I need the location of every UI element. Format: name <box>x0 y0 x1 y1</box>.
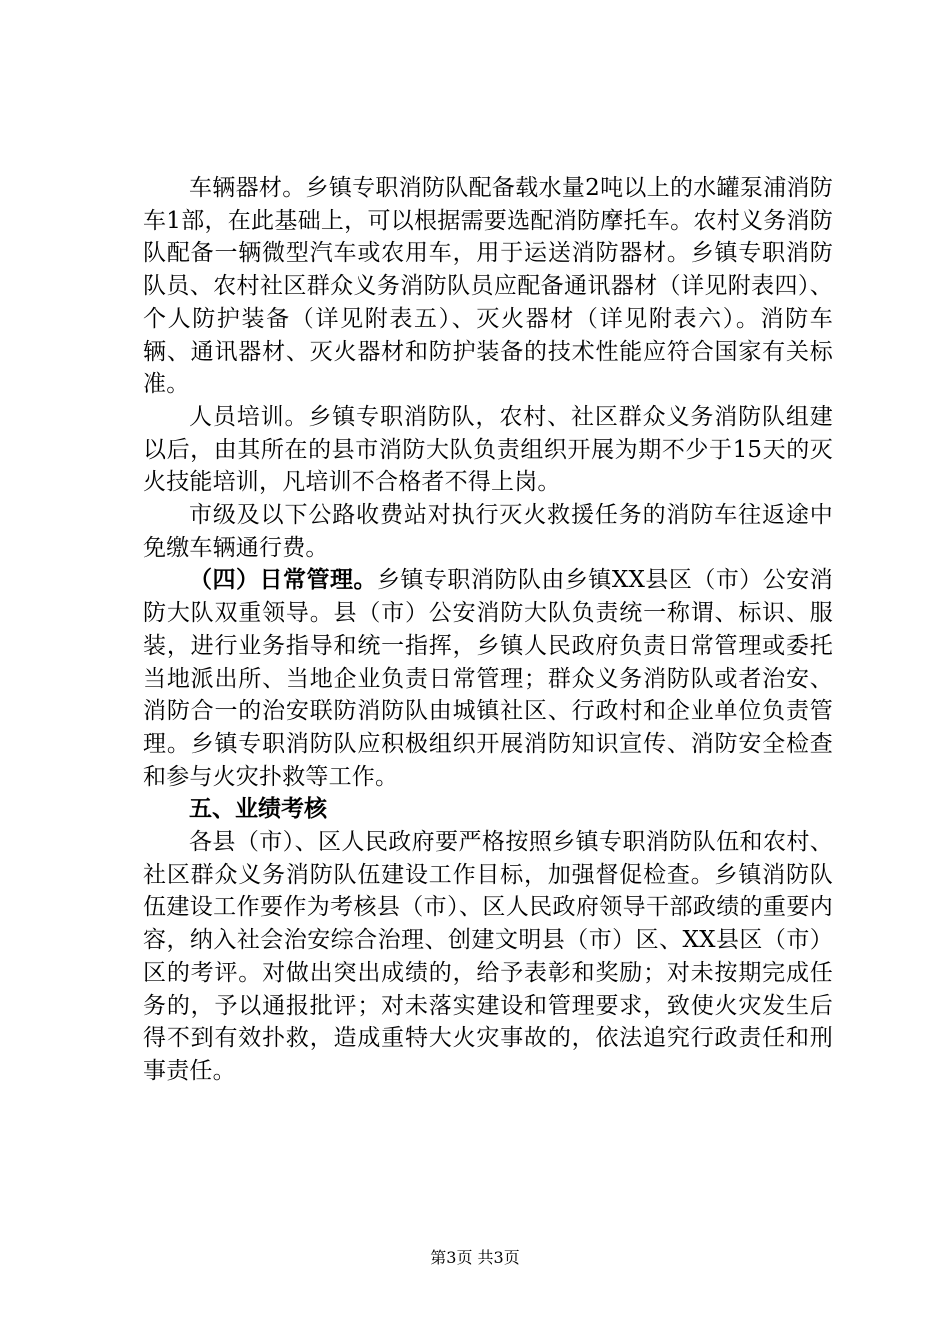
page-number: 第3页 共3页 <box>430 1248 520 1267</box>
paragraph-vehicle-equipment <box>143 172 833 401</box>
paragraph-text: 各县（市）、区人民政府要严格按照乡镇专职消防队伍和农村、社区群众义务消防队伍建设工作目标，加强督促检查。乡镇消防队伍建设工作要作为考核县（市）、区人民政府领导干部政绩的重要内容，纳入社会治安综合治理、创建文明县（市）区、XX县区（市）区的考评。对做出突出成绩的，给予表彰和奖励；对未按期完成任务的，予以通报批评；对未落实建设和管理要求，致使火灾发生后得不到有效扑救，造成重特大火灾事故的，依法追究行政责任和刑事责任。 <box>143 829 833 1084</box>
page-footer <box>0 1245 950 1268</box>
paragraph-text: 乡镇专职消防队由乡镇XX县区（市）公安消防大队双重领导。县（市）公安消防大队负责统一称谓、标识、服装，进行业务指导和统一指挥，乡镇人民政府负责日常管理或委托当地派出所、当地企业负责日常管理；群众义务消防队或者治安、消防合一的治安联防消防队由城镇社区、行政村和企业单位负责管理。乡镇专职消防队应积极组织开展消防知识宣传、消防安全检查和参与火灾扑救等工作。 <box>143 567 833 790</box>
paragraph-personnel-training <box>143 401 833 499</box>
paragraph-performance-assessment <box>143 826 833 1088</box>
paragraph-daily-management <box>143 564 833 793</box>
section-heading: 五、业绩考核 <box>189 796 327 823</box>
paragraph-text: 车辆器材。乡镇专职消防队配备载水量2吨以上的水罐泵浦消防车1部，在此基础上，可以根据需要选配消防摩托车。农村义务消防队配备一辆微型汽车或农用车，用于运送消防器材。乡镇专职消防队员、农村社区群众义务消防队员应配备通讯器材（详见附表四）、个人防护装备（详见附表五）、灭火器材（详见附表六）。消防车辆、通讯器材、灭火器材和防护装备的技术性能应符合国家有关标准。 <box>143 175 833 398</box>
subsection-heading: （四）日常管理。 <box>189 567 377 594</box>
paragraph-toll-exemption <box>143 499 833 564</box>
paragraph-text: 市级及以下公路收费站对执行灭火救援任务的消防车往返途中免缴车辆通行费。 <box>143 502 833 561</box>
document-body <box>143 172 833 1088</box>
paragraph-text: 人员培训。乡镇专职消防队，农村、社区群众义务消防队组建以后，由其所在的县市消防大队负责组织开展为期不少于15天的灭火技能培训，凡培训不合格者不得上岗。 <box>143 403 833 496</box>
